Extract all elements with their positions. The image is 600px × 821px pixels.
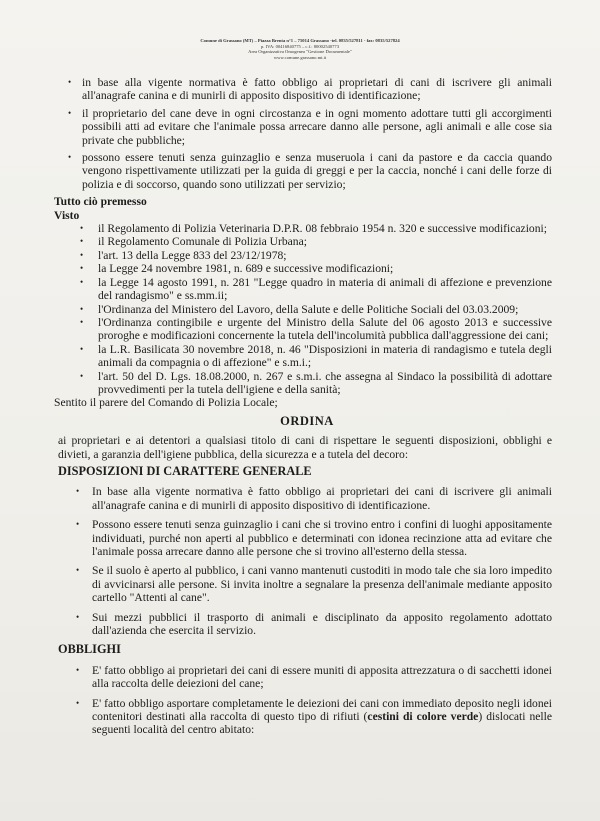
visto-item [62,262,552,275]
intro-item-text: in base alla vigente normativa è fatto obbligo ai proprietari di cani di iscrivere gli animali all'anagrafe canina e di munirli di apposito dispositivo di identificazione; [82,76,552,103]
bullet-icon: • [76,697,80,708]
visto-item-text: l'art. 13 della Legge 833 del 23/12/1978; [98,248,287,262]
bullet-icon: • [76,519,80,530]
visto-item [62,370,552,397]
disposizioni-item-text: Se il suolo è aperto al pubblico, i cani vanno mantenuti custoditi in modo tale che sia loro impedito di avvicinarsi alle persone. Si invita inoltre a segnalare la presenza dell'animale mediante apposito cartello "Attenti al cane". [92,564,552,605]
disposizioni-item [62,564,552,604]
visto-item [62,235,552,248]
premesso-heading: Tutto ciò premesso [54,195,147,209]
disposizioni-item-text: In base alla vigente normativa è fatto obbligo ai proprietari dei cani di iscrivere gli animali all'anagrafe canina e di munirli di apposito dispositivo di identificazione. [92,485,552,512]
disposizioni-item-text: Sui mezzi pubblici il trasporto di animali e disciplinato da apposito regolamento adottato dall'azienda che esercita il servizio. [92,610,552,638]
bullet-icon: • [76,664,80,675]
obblighi-item [62,664,552,691]
obblighi-item-bold: cestini di colore verde [367,710,479,724]
obblighi-title: OBBLIGHI [58,642,121,657]
bullet-icon: • [80,236,84,247]
bullet-icon: • [80,223,84,234]
bullet-icon: • [68,152,72,163]
bullet-icon: • [68,77,72,87]
bullet-icon: • [80,343,84,354]
intro-item [62,76,552,103]
letterhead-line-2: p. IVA: 00416840775 – c.f.: 80002540773 [260,43,339,49]
letterhead [0,38,600,60]
letterhead-line-3: Area Organizzativa Omogenea "Gestione Documentale" [248,49,352,55]
bullet-icon: • [80,263,84,274]
bullet-icon: • [76,565,80,576]
bullet-icon: • [80,370,84,381]
sentito-line: Sentito il parere del Comando di Polizia Locale; [54,396,278,410]
visto-item [62,222,552,235]
intro-item-text: possono essere tenuti senza guinzaglio e senza museruola i cani da pastore e da caccia quando vengono rispettivamente utilizzati per la guida di greggi e per la caccia, nonché i cani delle forze di polizia e di soccorso, quando sono utilizzati per servizio; [82,151,552,191]
disposizioni-title: DISPOSIZIONI DI CARATTERE GENERALE [58,463,312,478]
ordina-title: ORDINA [280,413,334,428]
obblighi-item [62,697,552,737]
visto-heading: Visto [54,208,80,222]
bullet-icon: • [76,486,80,497]
intro-list [62,76,552,191]
letterhead-line-4: www.comune.grassano.mt.it [273,54,327,60]
obblighi-item-text-before: E' fatto obbligo asportare completamente le deiezioni dei cani con immediato deposito negli idonei contenitori destinati alla raccolta di questo tipo di rifiuti ( [92,696,552,724]
visto-item-text: la Legge 24 novembre 1981, n. 689 e successive modificazioni; [98,262,394,276]
bullet-icon: • [80,249,84,260]
ordina-text: ai proprietari e ai detentori a qualsiasi titolo di cani di rispettare le seguenti disposizioni, obblighi e divieti, a garanzia dell'igiene pubblica, della sicurezza e a tutela del decoro: [58,434,552,461]
visto-list [62,222,552,396]
visto-item-text: l'Ordinanza del Ministero del Lavoro, della Salute e delle Politiche Sociali del 03.03.2009; [98,302,519,316]
obblighi-list [62,664,552,737]
disposizioni-item [62,611,552,638]
bullet-icon: • [80,316,84,327]
document-body [54,76,552,743]
visto-item-text: l'Ordinanza contingibile e urgente del Ministro della Salute del 06 agosto 2013 e successive proroghe e modificazioni concernente la tutela dell'incolumità pubblica dall'aggressione dei cani; [98,315,552,343]
obblighi-item-text: E' fatto obbligo ai proprietari dei cani di essere muniti di apposita attrezzatura o di sacchetti idonei alla raccolta delle deiezioni del cane; [92,663,552,691]
bullet-icon: • [80,303,84,314]
visto-item-text: il Regolamento Comunale di Polizia Urbana; [98,235,307,249]
disposizioni-item-text: Possono essere tenuti senza guinzaglio i cani che si trovino entro i confini di luoghi appositamente individuati, purché non aperti al pubblico e determinati con idonea recinzione atta ad evitare che l'animale possa arrecare danno alle persone che si trovino all'esterno della stessa. [92,518,552,558]
intro-item [62,151,552,191]
visto-item-text: il Regolamento di Polizia Veterinaria D.P.R. 08 febbraio 1954 n. 320 e successive modificazioni; [98,222,547,236]
bullet-icon: • [80,276,84,287]
visto-item-text: l'art. 50 del D. Lgs. 18.08.2000, n. 267 e s.m.i. che assegna al Sindaco la possibilità di adottare provvedimenti per la tutela dell'igiene e della sanità; [98,369,552,396]
disposizioni-list [62,485,552,637]
disposizioni-item [62,518,552,558]
visto-item-text: la Legge 14 agosto 1991, n. 281 "Legge quadro in materia di animali di affezione e prevenzione del randagismo" e ss.mm.ii; [98,275,552,303]
letterhead-line-1: Comune di Grassano (MT) – Piazza Brenta n°1 – 75014 Grassano -tel. 0835/527811 - fax: 0835/527824 [200,38,400,43]
visto-item [62,303,552,316]
bullet-icon: • [68,107,72,118]
obblighi-item-text-after: ) dislocati nelle seguenti località del centro abitato: [92,710,552,737]
intro-item-text: il proprietario del cane deve in ogni circostanza e in ogni momento adottare tutti gli accorgimenti possibili atti ad evitare che l'animale possa arrecare danno alle persone, agli animali e alle cose sia private che pubbliche; [82,106,552,147]
visto-item [62,276,552,303]
visto-item [62,316,552,343]
disposizioni-item [62,485,552,512]
visto-item [62,343,552,370]
bullet-icon: • [76,611,80,622]
visto-item [62,249,552,262]
intro-item [62,107,552,147]
visto-item-text: la L.R. Basilicata 30 novembre 2018, n. 46 "Disposizioni in materia di randagismo e tutela degli animali da compagnia o di affezione" e s.m.i.; [98,342,552,370]
